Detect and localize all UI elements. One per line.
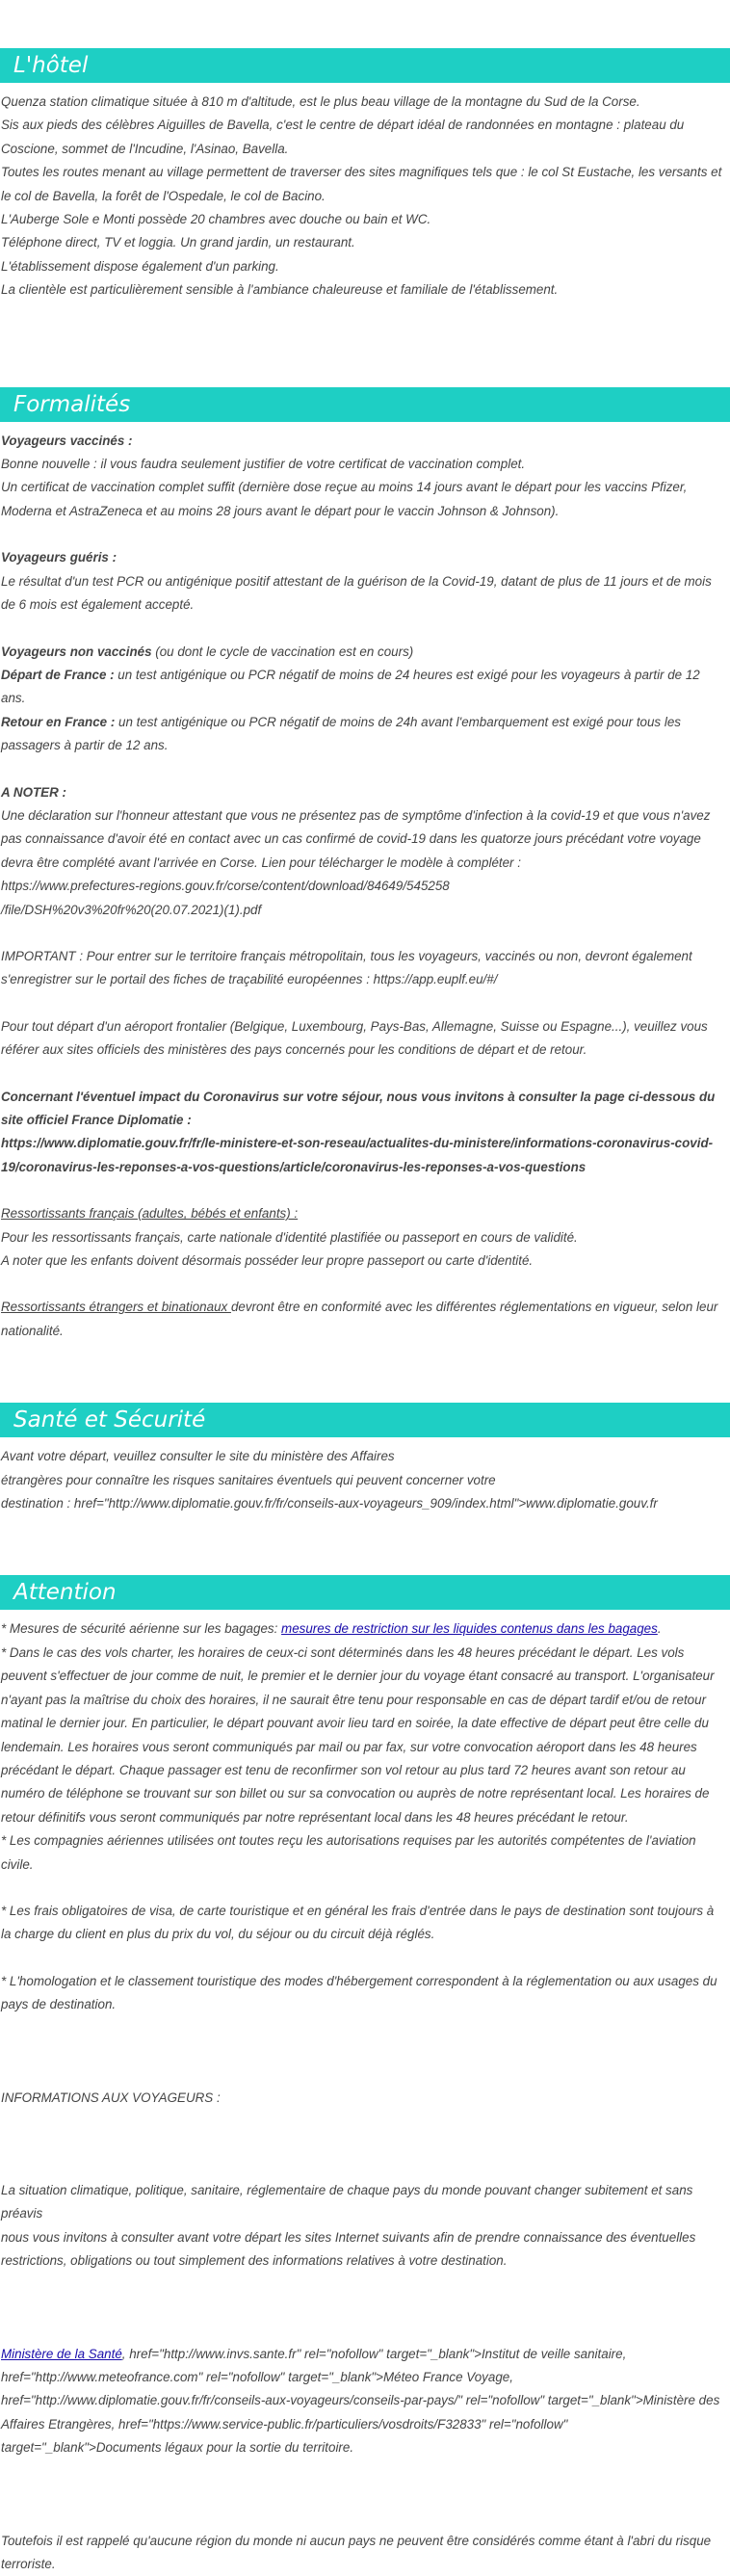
- coronavirus-text: Concernant l'éventuel impact du Coronavirus sur votre séjour, nous vous invitons à consulter la page ci-dessous du site officiel France Diplomatie :: [1, 1089, 716, 1127]
- vaccines-text: Bonne nouvelle : il vous faudra seulement justifier de votre certificat de vaccination complet.: [1, 457, 526, 472]
- section-sante: [0, 1403, 730, 1515]
- formalites-content: [0, 430, 730, 1344]
- infos-voyageurs-heading: INFORMATIONS AUX VOYAGEURS :: [1, 2090, 221, 2105]
- compagnies-text: * Les compagnies aériennes utilisées ont toutes reçu les autorisations requises par les autorités compétentes de l'aviation civile.: [1, 1833, 696, 1872]
- hotel-line: Quenza station climatique située à 810 m d'altitude, est le plus beau village de la montagne du Sud de la Corse.: [1, 94, 640, 109]
- depart-heading: Départ de France :: [1, 667, 115, 682]
- sante-text: Avant votre départ, veuillez consulter le site du ministère des Affaires: [1, 1449, 395, 1464]
- section-hotel: [0, 48, 730, 302]
- hotel-content: [0, 91, 730, 302]
- hotel-line: L'Auberge Sole e Monti possède 20 chambres avec douche ou bain et WC.: [1, 212, 431, 227]
- section-title-attention: Attention: [13, 1580, 117, 1606]
- section-title-formalites: Formalités: [13, 391, 131, 417]
- horaires-text: * Dans le cas des vols charter, les horaires de ceux-ci sont déterminés dans les 48 heures précédant le départ. Les vols peuvent s'effectuer de jour comme de nuit, le premier et le dernier jour du voyage étant consacré au transport. L'organisateur n'ayant pas la maîtrise du choix des horaires, il ne saurait être tenu pour responsable en cas de départ tardif et/ou de retour matinal le dernier jour. En particulier, le départ pouvant avoir lieu tard en soirée, la date effective de départ peut être celle du lendemain. Les horaires vous seront communiqués par mail ou par fax, sur votre convocation aéroport dans les 48 heures précédant le départ. Chaque passager est tenu de reconfirmer son vol retour au plus tard 72 heures avant son retour au numéro de téléphone se trouvant sur son billet ou sur sa convocation ou auprès de notre représentant local. Les horaires de retour définitifs vous seront communiqués par notre représentant local dans les 48 heures précédant le retour.: [1, 1644, 715, 1825]
- ressortissants-fr-text: A noter que les enfants doivent désormais posséder leur propre passeport ou carte d'identité.: [1, 1253, 534, 1269]
- hotel-line: Toutes les routes menant au village permettent de traverser des sites magnifiques tels que : le col St Eustache, les versants et le col de Bavella, la forêt de l'Ospedale, le col de Bacino.: [1, 165, 722, 203]
- section-attention: [0, 1575, 730, 2576]
- mesures-end: .: [657, 1621, 662, 1637]
- sante-text: étrangères pour connaître les risques sanitaires éventuels qui peuvent concerner votre: [1, 1472, 496, 1487]
- retour-heading: Retour en France :: [1, 714, 116, 729]
- hotel-line: L'établissement dispose également d'un parking.: [1, 258, 279, 274]
- mesures-text: * Mesures de sécurité aérienne sur les bagages:: [1, 1621, 282, 1637]
- toutefois-text: Toutefois il est rappelé qu'aucune région du monde ni aucun pays ne peuvent être considérés comme étant à l'abri du risque terroriste.: [1, 2533, 712, 2572]
- ministere-sante-link[interactable]: Ministère de la Santé: [1, 2346, 122, 2361]
- a-noter-url: /file/DSH%20v3%20fr%20(20.07.2021)(1).pdf: [1, 902, 262, 917]
- a-noter-heading: A NOTER :: [1, 784, 66, 800]
- retour-text: un test antigénique ou PCR négatif de moins de 24h avant l'embarquement est exigé pour tous les passagers à partir de 12 ans.: [1, 714, 681, 753]
- ressortissants-fr-text: Pour les ressortissants français, carte nationale d'identité plastifiée ou passeport en cours de validité.: [1, 1229, 578, 1245]
- situation-text: La situation climatique, politique, sanitaire, réglementaire de chaque pays du monde pouvant changer subitement et sans préavis: [1, 2182, 693, 2221]
- a-noter-url: https://www.prefectures-regions.gouv.fr/corse/content/download/84649/545258: [1, 879, 450, 894]
- important-text: IMPORTANT : Pour entrer sur le territoire français métropolitain, tous les voyageurs, vaccinés ou non, devront également s'enregistrer sur le portail des fiches de traçabilité européennes : https://app.euplf.eu/#/: [1, 948, 692, 987]
- non-vaccines-heading: Voyageurs non vaccinés: [1, 644, 152, 659]
- sante-content: [0, 1445, 730, 1515]
- ressortissants-fr-heading: Ressortissants français (adultes, bébés et enfants) :: [1, 1206, 299, 1222]
- hotel-line: Téléphone direct, TV et loggia. Un grand jardin, un restaurant.: [1, 235, 355, 250]
- section-formalites: [0, 387, 730, 1344]
- vaccines-heading: Voyageurs vaccinés :: [1, 433, 133, 448]
- a-noter-text: Une déclaration sur l'honneur attestant que vous ne présentez pas de symptôme d'infection à la covid-19 et que vous n'avez pas connaissance d'avoir été en contact avec un cas confirmé de covid-19 dans les quatorze jours précédant votre voyage devra être complété avant l'arrivée en Corse. Lien pour télécharger le modèle à compléter :: [1, 807, 711, 870]
- section-title-sante: Santé et Sécurité: [13, 1407, 206, 1433]
- section-header-sante: [0, 1403, 730, 1437]
- hotel-line: Sis aux pieds des célèbres Aiguilles de Bavella, c'est le centre de départ idéal de randonnées en montagne : plateau du Coscione, sommet de l'Incudine, l'Asinao, Bavella.: [1, 118, 685, 156]
- situation-text: nous vous invitons à consulter avant votre départ les sites Internet suivants afin de prendre connaissance des éventuelles restrictions, obligations ou tout simplement des informations relatives à votre destination.: [1, 2229, 696, 2269]
- ressortissants-etr-text: devront être en conformité avec les différentes réglementations en vigueur, selon leur nationalité.: [1, 1300, 718, 1338]
- coronavirus-url: https://www.diplomatie.gouv.fr/fr/le-ministere-et-son-reseau/actualites-du-ministere/informations-coronavirus-covid-19/coronavirus-les-reponses-a-vos-questions/article/coronavirus-les-reponses-a-vos-questions: [1, 1136, 714, 1174]
- gueris-text: Le résultat d'un test PCR ou antigénique positif attestant de la guérison de la Covid-19, datant de plus de 11 jours et de mois de 6 mois est également accepté.: [1, 573, 712, 613]
- hotel-line: La clientèle est particulièrement sensible à l'ambiance chaleureuse et familiale de l'établissement.: [1, 282, 559, 298]
- homologation-text: * L'homologation et le classement touristique des modes d'hébergement correspondent à la réglementation ou aux usages du pays de destination.: [1, 1973, 717, 2012]
- ressortissants-etr-heading: Ressortissants étrangers et binationaux: [1, 1300, 231, 1315]
- section-title-hotel: L'hôtel: [13, 53, 89, 78]
- depart-text: un test antigénique ou PCR négatif de moins de 24 heures est exigé pour les voyageurs à partir de 12 ans.: [1, 667, 700, 706]
- frais-text: * Les frais obligatoires de visa, de carte touristique et en général les frais d'entrée dans le pays de destination sont toujours à la charge du client en plus du prix du vol, du séjour ou du circuit déjà réglés.: [1, 1903, 715, 1942]
- vaccines-text: Un certificat de vaccination complet suffit (dernière dose reçue au moins 14 jours avant le départ pour les vaccins Pfizer, Moderna et AstraZeneca et au moins 28 jours avant le départ pour le vaccin Johnson & Johnson).: [1, 480, 688, 518]
- attention-content: [0, 1617, 730, 2576]
- sante-text: destination : href="http://www.diplomatie.gouv.fr/fr/conseils-aux-voyageurs_909/index.html">www.diplomatie.gouv.fr: [1, 1496, 658, 1511]
- non-vaccines-note: (ou dont le cycle de vaccination est en cours): [151, 644, 414, 659]
- section-header-formalites: [0, 387, 730, 422]
- gueris-heading: Voyageurs guéris :: [1, 550, 117, 565]
- section-header-hotel: [0, 48, 730, 83]
- liens-text: , href="http://www.invs.sante.fr" rel="nofollow" target="_blank">Institut de veille sanitaire, href="http://www.meteofrance.com" rel="nofollow" target="_blank">Méteo France Voyage, href="http://www.diplomatie.gouv.fr/fr/conseils-aux-voyageurs/conseils-par-pays/" rel="nofollow" target="_blank">Ministère des Affaires Etrangères, href="https://www.service-public.fr/particuliers/vosdroits/F32833" rel="nofollow" target="_blank">Documents légaux pour la sortie du territoire.: [1, 2346, 720, 2456]
- section-header-attention: [0, 1575, 730, 1610]
- liquides-restriction-link[interactable]: mesures de restriction sur les liquides contenus dans les bagages: [281, 1621, 658, 1637]
- frontalier-text: Pour tout départ d'un aéroport frontalier (Belgique, Luxembourg, Pays-Bas, Allemagne, Suisse ou Espagne...), veuillez vous référer aux sites officiels des ministères des pays concernés pour les conditions de départ et de retour.: [1, 1018, 708, 1058]
